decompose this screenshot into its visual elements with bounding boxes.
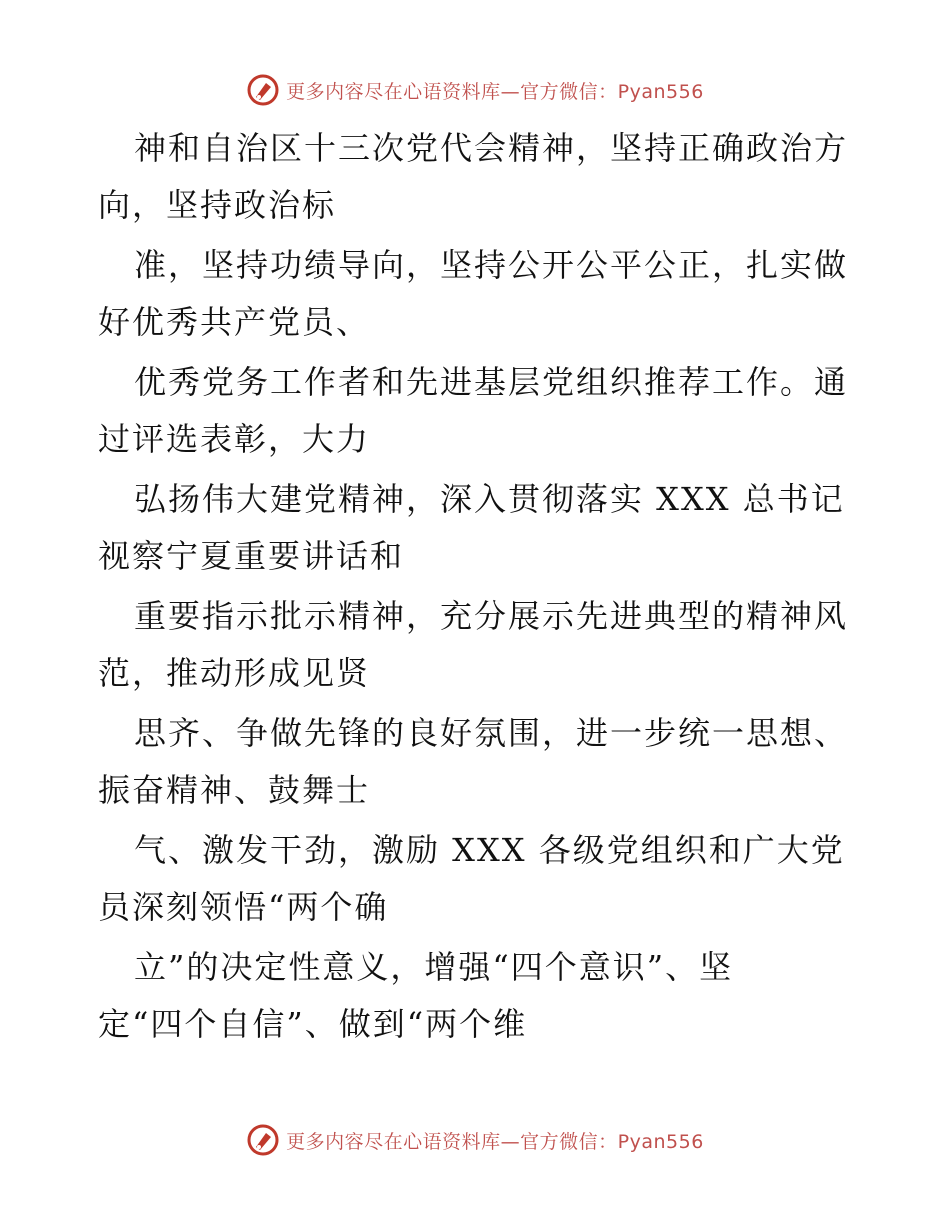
body-line: 向，坚持政治标 <box>98 186 337 224</box>
footer-banner-text: 更多内容尽在心语资料库—官方微信：Pyan556 <box>286 1130 704 1153</box>
body-line: 思齐、争做先锋的良好氛围，进一步统一思想、 <box>134 714 849 752</box>
body-line: 准，坚持功绩导向，坚持公开公平公正，扎实做 <box>134 246 849 284</box>
body-line: 视察宁夏重要讲话和 <box>98 537 405 575</box>
body-line: 定“四个自信”、做到“两个维 <box>98 1005 528 1043</box>
body-line: 优秀党务工作者和先进基层党组织推荐工作。通 <box>134 363 849 401</box>
pen-nib-logo-icon <box>246 1123 280 1157</box>
pen-nib-logo-icon <box>246 73 280 107</box>
body-line: 弘扬伟大建党精神，深入贯彻落实 XXX 总书记 <box>134 480 845 518</box>
header-banner-text: 更多内容尽在心语资料库—官方微信：Pyan556 <box>286 80 704 103</box>
header-banner <box>0 70 950 110</box>
body-line: 重要指示批示精神，充分展示先进典型的精神风 <box>134 597 849 635</box>
body-line: 立”的决定性意义，增强“四个意识”、坚 <box>134 948 734 986</box>
footer-banner <box>0 1120 950 1160</box>
body-line: 好优秀共产党员、 <box>98 303 371 341</box>
body-line: 员深刻领悟“两个确 <box>98 888 389 926</box>
body-line: 过评选表彰，大力 <box>98 420 371 458</box>
body-line: 范，推动形成见贤 <box>98 654 371 692</box>
body-line: 气、激发干劲，激励 XXX 各级党组织和广大党 <box>134 831 845 869</box>
body-line: 振奋精神、鼓舞士 <box>98 771 371 809</box>
body-line: 神和自治区十三次党代会精神，坚持正确政治方 <box>134 129 849 167</box>
